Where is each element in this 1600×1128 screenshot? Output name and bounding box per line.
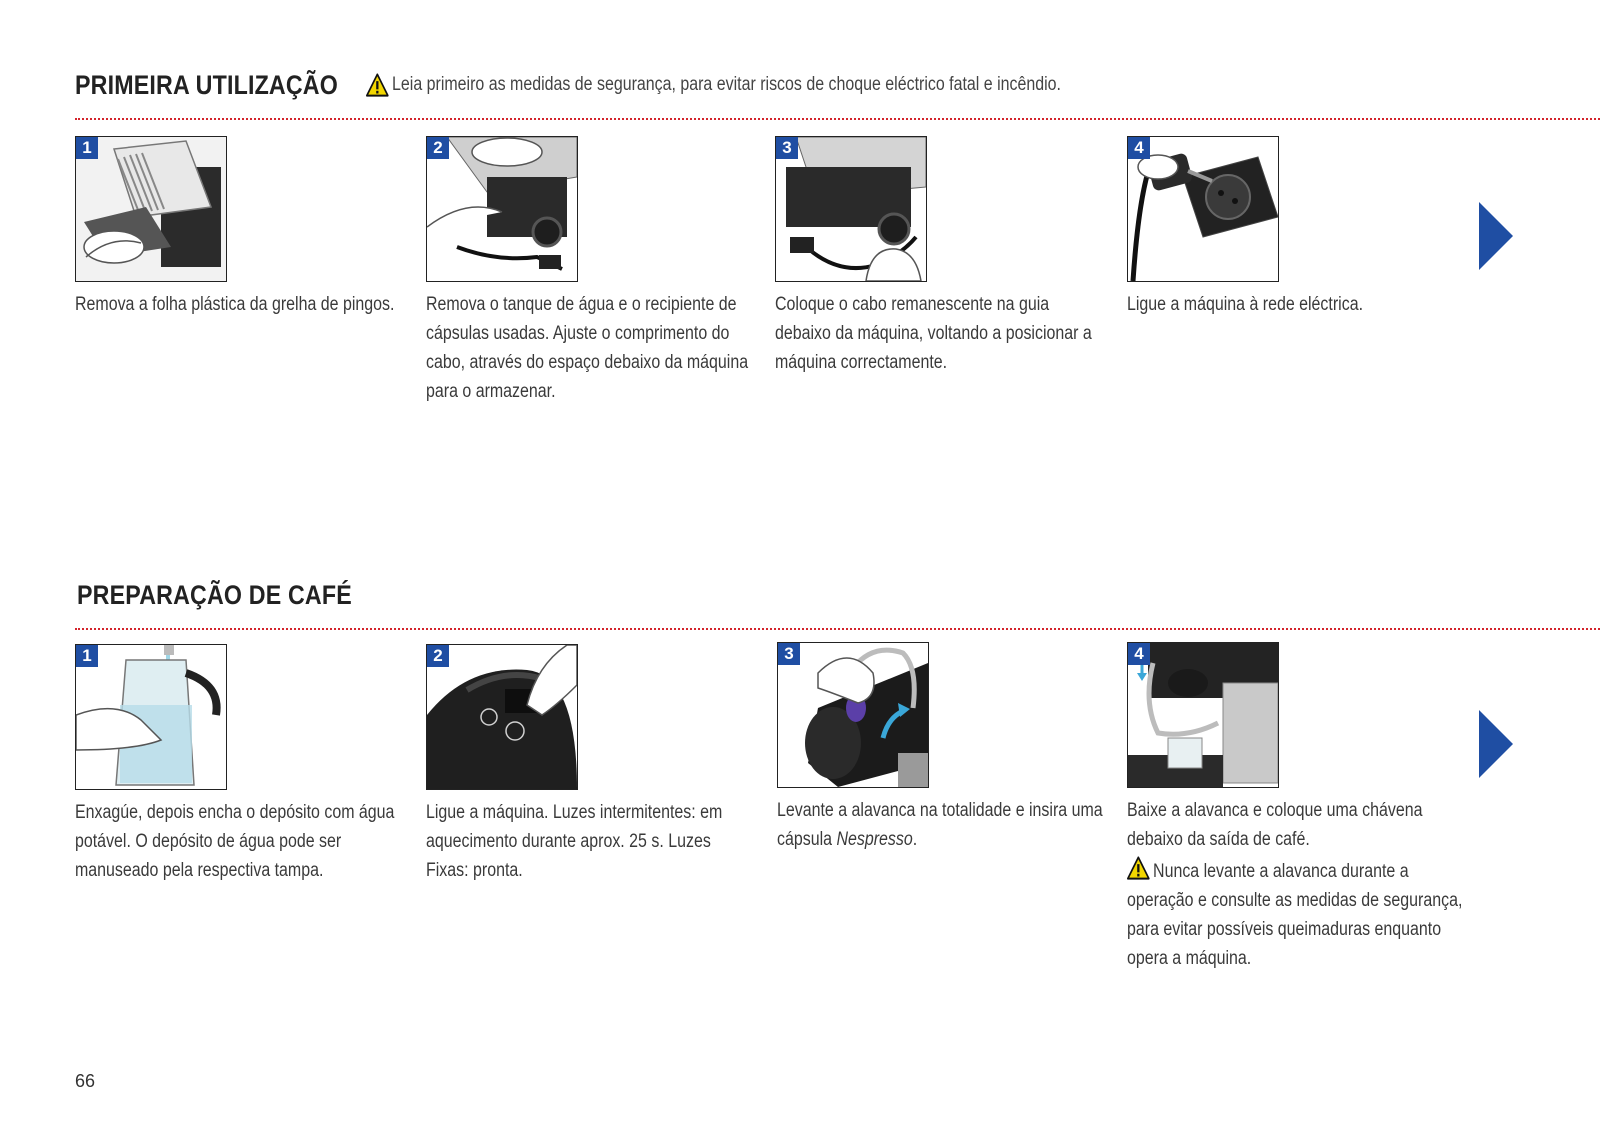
cable-guide-illustration — [776, 137, 926, 281]
warning-triangle-icon — [366, 73, 389, 97]
next-arrow-icon — [1479, 710, 1513, 778]
step-number-badge: 1 — [76, 645, 98, 667]
section-title-preparacao-de-cafe: PREPARAÇÃO DE CAFÉ — [77, 580, 352, 610]
warning-triangle-icon — [1127, 856, 1150, 880]
step-caption: Ligue a máquina à rede eléctrica. — [1127, 294, 1364, 315]
step-illustration — [426, 644, 578, 790]
step-1-coffee — [75, 644, 405, 885]
step-number-badge: 3 — [778, 643, 800, 665]
page-number: 66 — [75, 1071, 96, 1091]
section-title-primeira-utilizacao: PRIMEIRA UTILIZAÇÃO — [75, 70, 338, 100]
step-2-coffee — [426, 644, 756, 885]
step-caption: Ligue a máquina. Luzes intermitentes: em aquecimento durante aprox. 25 s. Luzes Fixas: pronta. — [426, 802, 723, 881]
step-number-badge: 2 — [427, 645, 449, 667]
drip-tray-foil-illustration — [76, 137, 226, 281]
cable-storage-illustration — [427, 137, 577, 281]
step-caption: Coloque o cabo remanescente na guia debaixo da máquina, voltando a posicionar a máquina correctamente. — [775, 294, 1092, 373]
dotted-divider — [75, 628, 1600, 630]
step-1-first-use — [75, 136, 405, 319]
safety-warning — [366, 73, 1061, 97]
capsule-insert-illustration — [778, 643, 928, 787]
burn-warning-text: Nunca levante a alavanca durante a operação e consulte as medidas de segurança, para evitar possíveis queimaduras enquanto opera a máquina. — [1127, 861, 1463, 969]
step-4-first-use — [1127, 136, 1457, 319]
step-number-badge: 4 — [1128, 137, 1150, 159]
power-socket-illustration — [1128, 137, 1278, 281]
step-illustration — [426, 136, 578, 282]
water-tank-illustration — [76, 645, 226, 789]
safety-warning-text: Leia primeiro as medidas de segurança, para evitar riscos de choque eléctrico fatal e incêndio. — [392, 74, 1061, 95]
step-caption: Remova a folha plástica da grelha de pingos. — [75, 294, 395, 315]
brand-name: Nespresso — [836, 829, 913, 850]
step-caption: Baixe a alavanca e coloque uma chávena debaixo da saída de café. — [1127, 800, 1423, 850]
burn-warning — [1127, 856, 1478, 973]
step-illustration — [777, 642, 929, 788]
step-3-coffee — [777, 642, 1107, 854]
dotted-divider — [75, 118, 1600, 120]
next-arrow-icon — [1479, 202, 1513, 270]
step-3-first-use — [775, 136, 1105, 377]
step-4-coffee — [1127, 642, 1463, 973]
step-illustration — [75, 136, 227, 282]
step-caption: Enxagúe, depois encha o depósito com água potável. O depósito de água pode ser manuseado pela respectiva tampa. — [75, 802, 395, 881]
step-illustration — [1127, 136, 1279, 282]
step-caption: Remova o tanque de água e o recipiente de cápsulas usadas. Ajuste o comprimento do cabo, através do espaço debaixo da máquina para o armazenar. — [426, 294, 749, 402]
step-illustration — [1127, 642, 1279, 788]
brew-cup-illustration — [1128, 643, 1278, 787]
step-2-first-use — [426, 136, 756, 406]
step-number-badge: 1 — [76, 137, 98, 159]
step-number-badge: 2 — [427, 137, 449, 159]
step-number-badge: 3 — [776, 137, 798, 159]
power-button-illustration — [427, 645, 577, 789]
step-illustration — [775, 136, 927, 282]
step-number-badge: 4 — [1128, 643, 1150, 665]
step-illustration — [75, 644, 227, 790]
step-caption: Levante a alavanca na totalidade e insira uma cápsula Nespresso. — [777, 800, 1103, 850]
